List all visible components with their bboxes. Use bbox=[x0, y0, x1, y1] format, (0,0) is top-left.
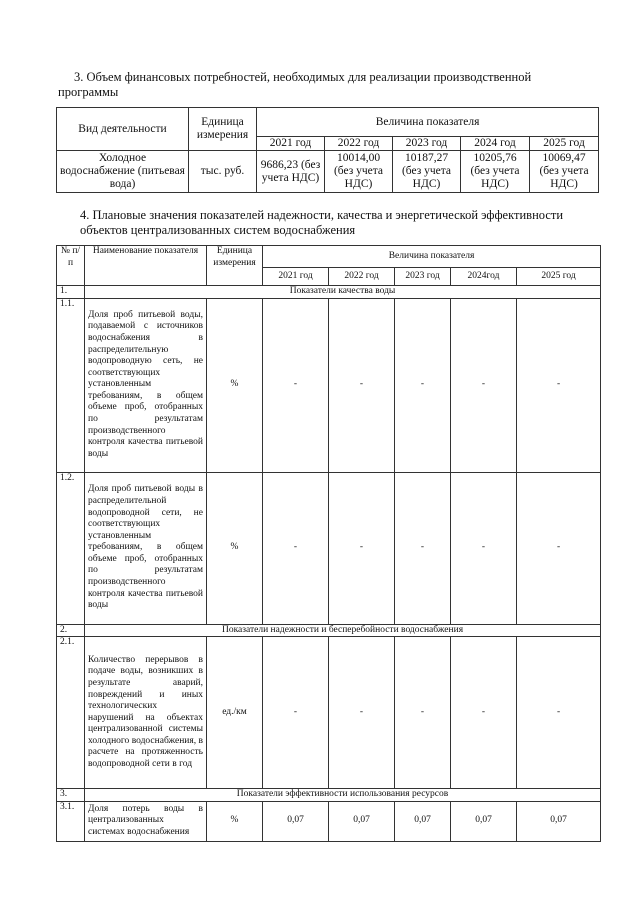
table-row bbox=[57, 472, 601, 624]
row-value: - bbox=[263, 472, 329, 624]
row-value: - bbox=[517, 472, 601, 624]
row-value: - bbox=[451, 472, 517, 624]
row-value: 0,07 bbox=[517, 801, 601, 841]
value-cell: 10205,76 (без учета НДС) bbox=[461, 151, 530, 193]
row-num: 1.1. bbox=[57, 298, 85, 472]
year-header: 2024год bbox=[451, 268, 517, 286]
group-row bbox=[57, 624, 601, 637]
value-cell: 10187,27 (без учета НДС) bbox=[393, 151, 461, 193]
year-header: 2025 год bbox=[517, 268, 601, 286]
header-value: Величина показателя bbox=[263, 246, 601, 268]
year-header: 2022 год bbox=[329, 268, 395, 286]
header-name: Наименование показателя bbox=[85, 246, 207, 286]
row-value: - bbox=[329, 298, 395, 472]
header-activity: Вид деятельности bbox=[57, 108, 189, 151]
value-cell: 10069,47 (без учета НДС) bbox=[530, 151, 599, 193]
row-value: - bbox=[329, 637, 395, 789]
group-title: Показатели качества воды bbox=[85, 286, 601, 299]
row-unit: ед./км bbox=[207, 637, 263, 789]
row-name: Доля проб питьевой воды в распределительной водопроводной сети, не соответствующих установленным требованиям, в общем объеме проб, отобранных по результатам производственного контроля качества питьевой воды bbox=[85, 472, 207, 624]
indicators-table bbox=[56, 245, 601, 842]
row-value: - bbox=[517, 298, 601, 472]
value-cell: 10014,00 (без учета НДС) bbox=[325, 151, 393, 193]
row-num: 1.2. bbox=[57, 472, 85, 624]
group-title: Показатели надежности и бесперебойности водоснабжения bbox=[85, 624, 601, 637]
row-value: - bbox=[517, 637, 601, 789]
group-num: 1. bbox=[57, 286, 85, 299]
section3-heading-line2: программы bbox=[58, 85, 119, 99]
row-value: - bbox=[451, 298, 517, 472]
activity-cell: Холодное водоснабжение (питьевая вода) bbox=[57, 151, 189, 193]
row-unit: % bbox=[207, 472, 263, 624]
year-header: 2025 год bbox=[530, 137, 599, 151]
group-title: Показатели эффективности использования ресурсов bbox=[85, 789, 601, 802]
header-unit: Единица измерения bbox=[189, 108, 257, 151]
year-header: 2023 год bbox=[395, 268, 451, 286]
table-row bbox=[57, 151, 599, 193]
header-num: № п/п bbox=[57, 246, 85, 286]
year-header: 2021 год bbox=[263, 268, 329, 286]
row-name: Доля проб питьевой воды, подаваемой с источников водоснабжения в распределительную водопроводную сеть, не соответствующих установленным требованиям, в общем объеме проб, отобранных по результатам производственного контроля качества питьевой воды bbox=[85, 298, 207, 472]
row-value: - bbox=[395, 637, 451, 789]
row-value: - bbox=[395, 472, 451, 624]
row-value: - bbox=[395, 298, 451, 472]
unit-cell: тыс. руб. bbox=[189, 151, 257, 193]
section4-heading-line1: 4. Плановые значения показателей надежности, качества и энергетической эффективности bbox=[80, 208, 564, 222]
row-unit: % bbox=[207, 298, 263, 472]
section3-heading-cont bbox=[58, 85, 118, 100]
year-header: 2021 год bbox=[257, 137, 325, 151]
row-value: 0,07 bbox=[263, 801, 329, 841]
section4-heading bbox=[80, 208, 563, 238]
year-header: 2022 год bbox=[325, 137, 393, 151]
row-value: 0,07 bbox=[329, 801, 395, 841]
header-unit: Единица измерения bbox=[207, 246, 263, 286]
table-row bbox=[57, 801, 601, 841]
row-value: 0,07 bbox=[451, 801, 517, 841]
row-num: 2.1. bbox=[57, 637, 85, 789]
header-value: Величина показателя bbox=[257, 108, 599, 137]
row-value: - bbox=[451, 637, 517, 789]
group-num: 3. bbox=[57, 789, 85, 802]
row-value: - bbox=[263, 298, 329, 472]
table-row bbox=[57, 298, 601, 472]
section3-heading bbox=[74, 70, 531, 85]
row-num: 3.1. bbox=[57, 801, 85, 841]
row-value: - bbox=[263, 637, 329, 789]
row-value: - bbox=[329, 472, 395, 624]
group-num: 2. bbox=[57, 624, 85, 637]
group-row bbox=[57, 789, 601, 802]
financial-needs-table bbox=[56, 107, 599, 193]
row-name: Количество перерывов в подаче воды, возникших в результате аварий, повреждений и иных технологических нарушений на объектах централизованной системы холодного водоснабжения, в расчете на протяженность водопроводной сети в год bbox=[85, 637, 207, 789]
group-row bbox=[57, 286, 601, 299]
row-unit: % bbox=[207, 801, 263, 841]
row-value: 0,07 bbox=[395, 801, 451, 841]
year-header: 2024 год bbox=[461, 137, 530, 151]
year-header: 2023 год bbox=[393, 137, 461, 151]
section3-heading-line1: 3. Объем финансовых потребностей, необходимых для реализации производственной bbox=[74, 70, 532, 84]
row-name: Доля потерь воды в централизованных системах водоснабжения bbox=[85, 801, 207, 841]
value-cell: 9686,23 (без учета НДС) bbox=[257, 151, 325, 193]
table-row bbox=[57, 637, 601, 789]
section4-heading-line2: объектов централизованных систем водоснабжения bbox=[80, 223, 356, 237]
